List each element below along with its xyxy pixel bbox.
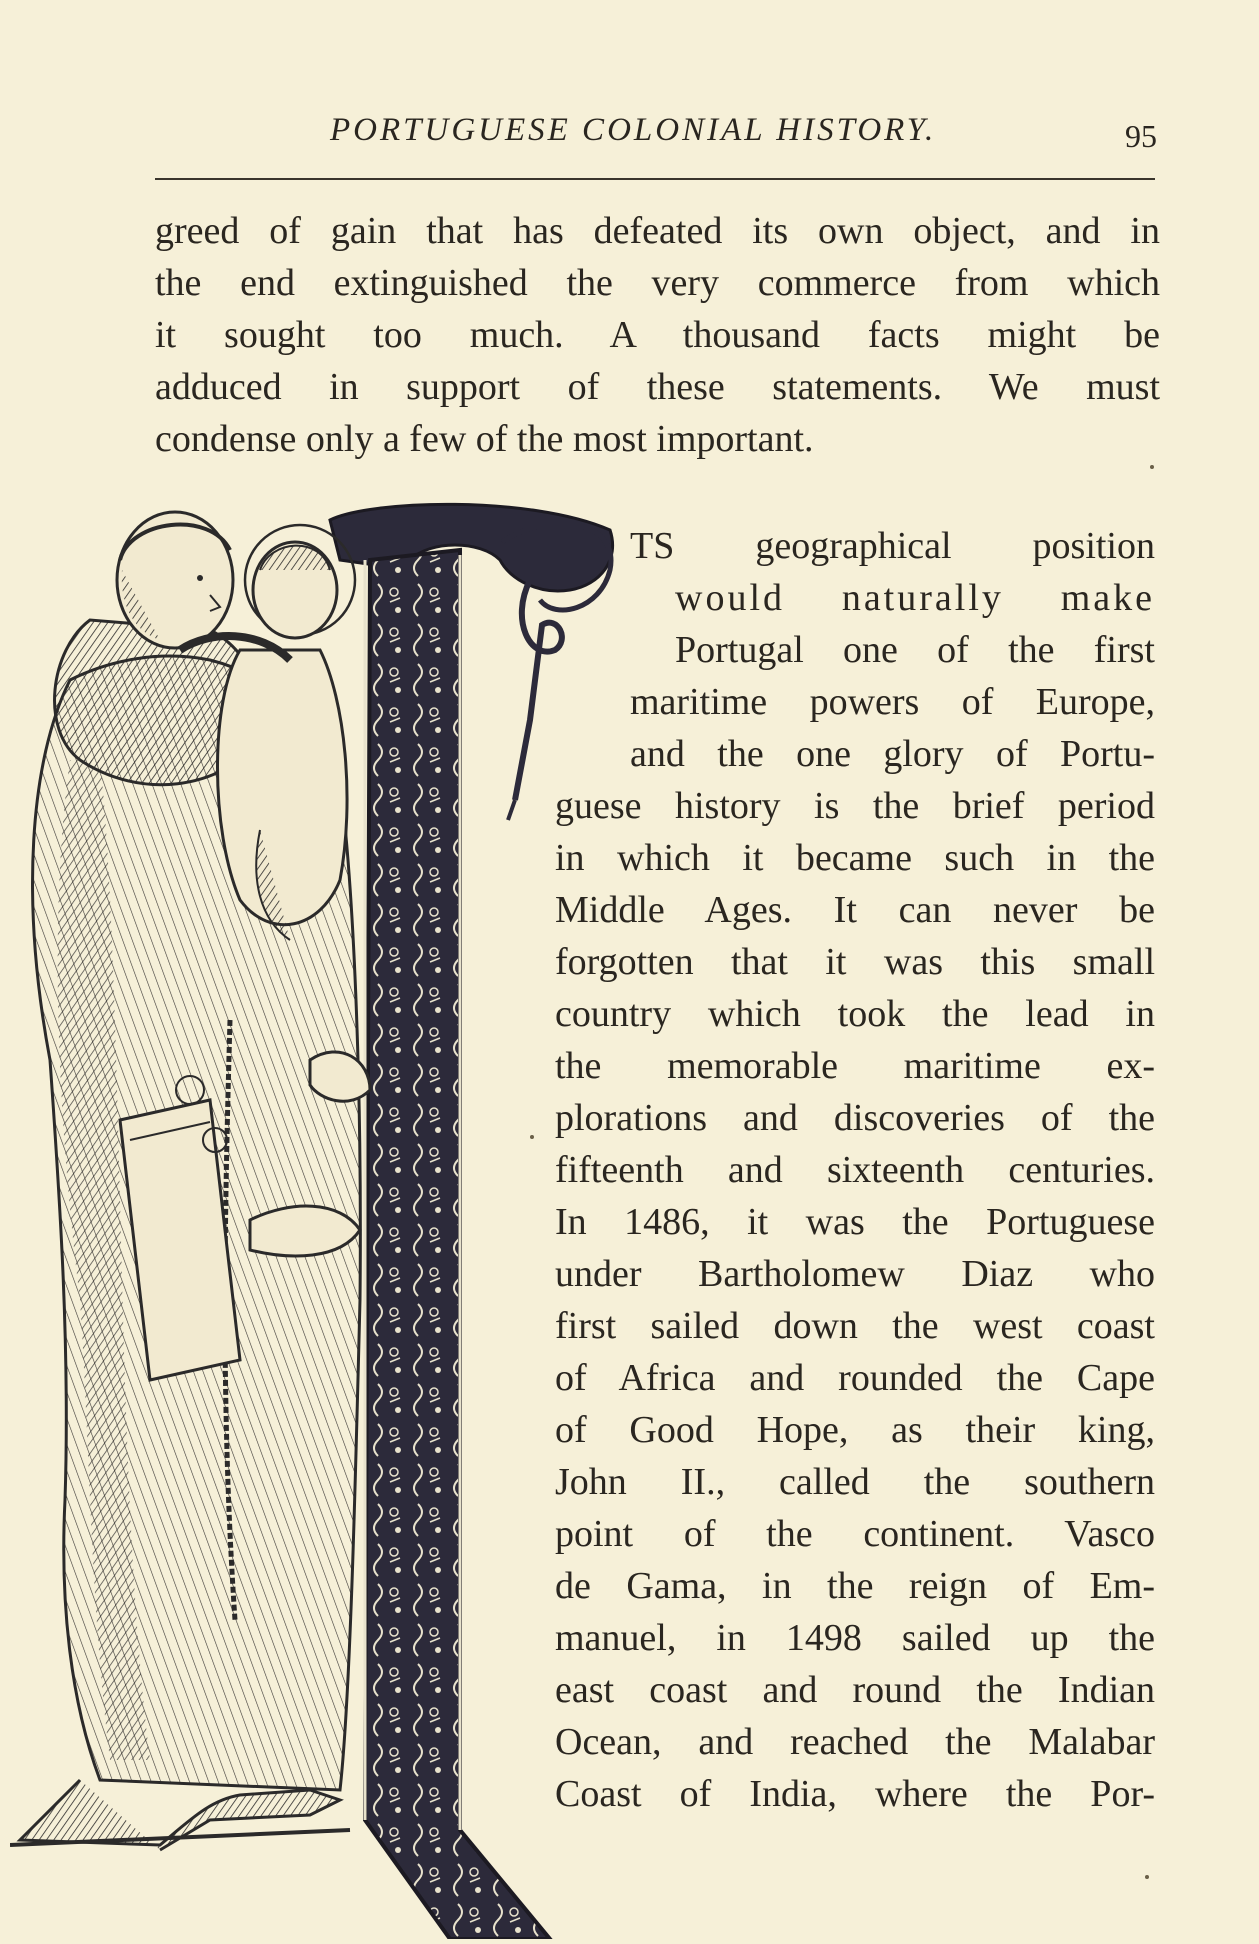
text-line: Ocean, and reached the Malabar [555,1721,1155,1763]
text-line: Middle Ages. It can never be [555,889,1155,931]
text-line: and the one glory of Portu- [630,733,1155,775]
text-line: plorations and discoveries of the [555,1097,1155,1139]
text-line: would naturally make [675,577,1155,619]
text-line: manuel, in 1498 sailed up the [555,1617,1155,1659]
text-line: greed of gain that has defeated its own object, and in [155,210,1160,252]
text-line: condense only a few of the most important. [155,418,814,460]
monk-holding-child-illustration-icon [10,500,650,1939]
paper-speck [1150,465,1154,469]
paper-speck [530,1135,534,1139]
text-line: de Gama, in the reign of Em- [555,1565,1155,1607]
text-line: point of the continent. Vasco [555,1513,1155,1555]
text-line: guese history is the brief period [555,785,1155,827]
drop-cap-illustration [10,500,650,1939]
page-number: 95 [1125,118,1157,154]
text-line: of Africa and rounded the Cape [555,1357,1155,1399]
text-line: the end extinguished the very commerce from which [155,262,1160,304]
text-line: in which it became such in the [555,837,1155,879]
text-line: John II., called the southern [555,1461,1155,1503]
text-line: Coast of India, where the Por- [555,1773,1155,1815]
text-line: east coast and round the Indian [555,1669,1155,1711]
text-line: of Good Hope, as their king, [555,1409,1155,1451]
top-paragraph [155,205,1160,465]
text-line: the memorable maritime ex- [555,1045,1155,1087]
text-line: adduced in support of these statements. We must [155,366,1160,408]
paper-speck [1145,1875,1149,1879]
header-rule [155,178,1155,180]
text-line: fifteenth and sixteenth centuries. [555,1149,1155,1191]
text-line: In 1486, it was the Portuguese [555,1201,1155,1243]
text-line: Portugal one of the first [675,629,1155,671]
text-line: first sailed down the west coast [555,1305,1155,1347]
running-head [155,108,1155,156]
text-line: TS geographical position [630,525,1155,567]
text-line: under Bartholomew Diaz who [555,1253,1155,1295]
text-line: it sought too much. A thousand facts might be [155,314,1160,356]
text-line: maritime powers of Europe, [630,681,1155,723]
text-line: country which took the lead in [555,993,1155,1035]
text-line: forgotten that it was this small [555,941,1155,983]
running-title: PORTUGUESE COLONIAL HISTORY. [330,112,937,148]
